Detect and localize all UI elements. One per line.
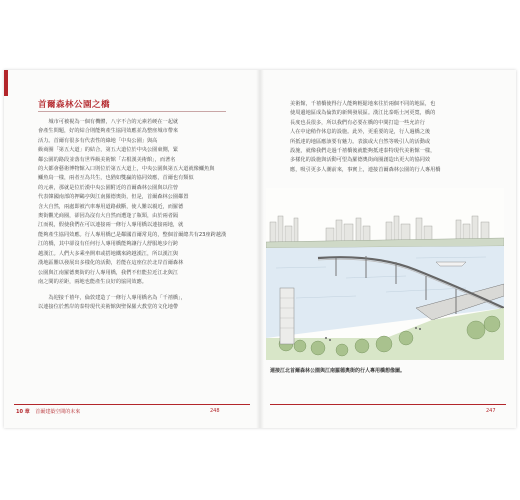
- text-line: 鱷魚鳥一樣，兩者互為共生，也猶如雙贏的協同效應，首爾也有類似: [38, 175, 194, 182]
- illustration-caption: 連接江北首爾森林公園與江南羅德奧街的行人專用橋想像圖。: [270, 368, 406, 374]
- text-line: 會產生問題，好的結合則能夠產生協同效應並為整座城市帶來: [38, 128, 179, 135]
- text-line: 公園與江南羅德奧街的行人專用橋，我們不但能拉近江北與江: [38, 269, 179, 276]
- text-line: 的大都會藝術博物館入口則位於第五大道上，中央公園與第五大道就像鱷魚與: [38, 166, 215, 173]
- book-spread: [4, 70, 516, 428]
- right-paragraph: [290, 100, 482, 175]
- text-line: 能夠產生協同效應。行人專用橋已是鄰國首爾常見的，整個首爾總共有23座跨越漢: [38, 231, 227, 238]
- text-line: 以連接位於舊岸的泰特現代美術館與聖保羅大教堂的文化地帶: [38, 304, 179, 311]
- text-line: 級商圈「第五大道」的結合，第五大道位於中央公園東側，緊: [38, 147, 179, 154]
- text-line: 含大自然，兩處即被汽車專用道路截斷，使人難以親近，而羅德: [38, 203, 184, 210]
- running-footer: [16, 408, 80, 415]
- chapter-marker: [4, 70, 8, 96]
- left-paragraph-2: [38, 294, 228, 313]
- text-line: 人在中途稍作休息的設施。此外，更重要的是，行人過橋之後: [290, 129, 431, 136]
- left-page: [4, 70, 260, 428]
- text-line: 城市可被視為一個有機體，八字不合的元素若硬在一起就: [38, 119, 179, 125]
- footer-rule: [14, 404, 250, 405]
- text-line: 應，吸引更多人潮前來，事實上，連接首爾森林公園的行人專用橋: [290, 166, 441, 173]
- text-line: 長度也長很多，所以我們有必要在橋的中間打造一些允許行: [290, 119, 425, 126]
- text-line: 江而視，假使我們在可以連接兩一條行人專用橋以連接兩地，就: [38, 222, 184, 229]
- page-number-left: 248: [210, 408, 220, 414]
- text-line: 江的橋，其中卻沒有任何行人專用橋能夠讓行人舒服地步行跨: [38, 241, 179, 248]
- section-heading: 首爾森林公園之橋: [38, 100, 111, 110]
- text-line: 鄰公園的路段並落有世界級美術館「古根漢美術館」，而著名: [38, 156, 176, 163]
- text-line: 設施，就像我們走過千禧橋後就能夠抵達泰特現代美術館一樣，: [290, 148, 436, 155]
- text-line: 越漢江。人們大多乘坐開車或搭地鐵來跨越漢江，所以漢江與: [38, 250, 179, 257]
- text-line: 所抵達的地區應該要有魅力。表演或大自然等吸引人的活動或: [290, 138, 431, 145]
- text-line: 使周邊地區成為倫敦的新興發展區。漢江比泰晤士河更寬，橋的: [290, 110, 436, 117]
- text-line: 南之間的差距，兩地也能產生良好的協同效應。: [38, 278, 147, 285]
- left-paragraph-1: [38, 118, 228, 287]
- text-line: 為迎接千禧年，倫敦建造了一條行人專用橋名為「千禧橋」，: [38, 295, 186, 301]
- text-line: 漢地區難以發展出多樣化的活動，若能在這座位於北岸首爾森林: [38, 260, 184, 267]
- heading-rule: [38, 111, 226, 112]
- chapter-number: 10 章: [16, 409, 30, 415]
- text-line: 的元素，那就是位於漢中央公園附近的首爾森林公園與以往曾: [38, 184, 179, 191]
- footer-rule-right: [270, 404, 506, 405]
- text-line: 代表韓國南部的押鷗亭與江南羅德奧街，但是，首爾森林公園鄰置: [38, 194, 189, 201]
- page-number-right: 247: [486, 408, 496, 414]
- text-line: 多樣化的設施與活動可望為羅德奧街商圈創造出更大的協同效: [290, 157, 431, 164]
- text-line: 活力。首爾有很多有代表性的綠地「中央公園」與高: [38, 137, 158, 144]
- text-line: 奧街觀光商圈，卻因為沒有大自然而遭逢了瓶頸，由於兩者隔: [38, 213, 179, 220]
- bridge-illustration: [266, 188, 504, 360]
- right-page: [260, 70, 516, 428]
- text-line: 美術館，千禧橋使得行人能夠輕鬆地來往於兩個不同的地區，也: [290, 101, 436, 107]
- chapter-title: 首爾建築空間的未來: [35, 409, 81, 415]
